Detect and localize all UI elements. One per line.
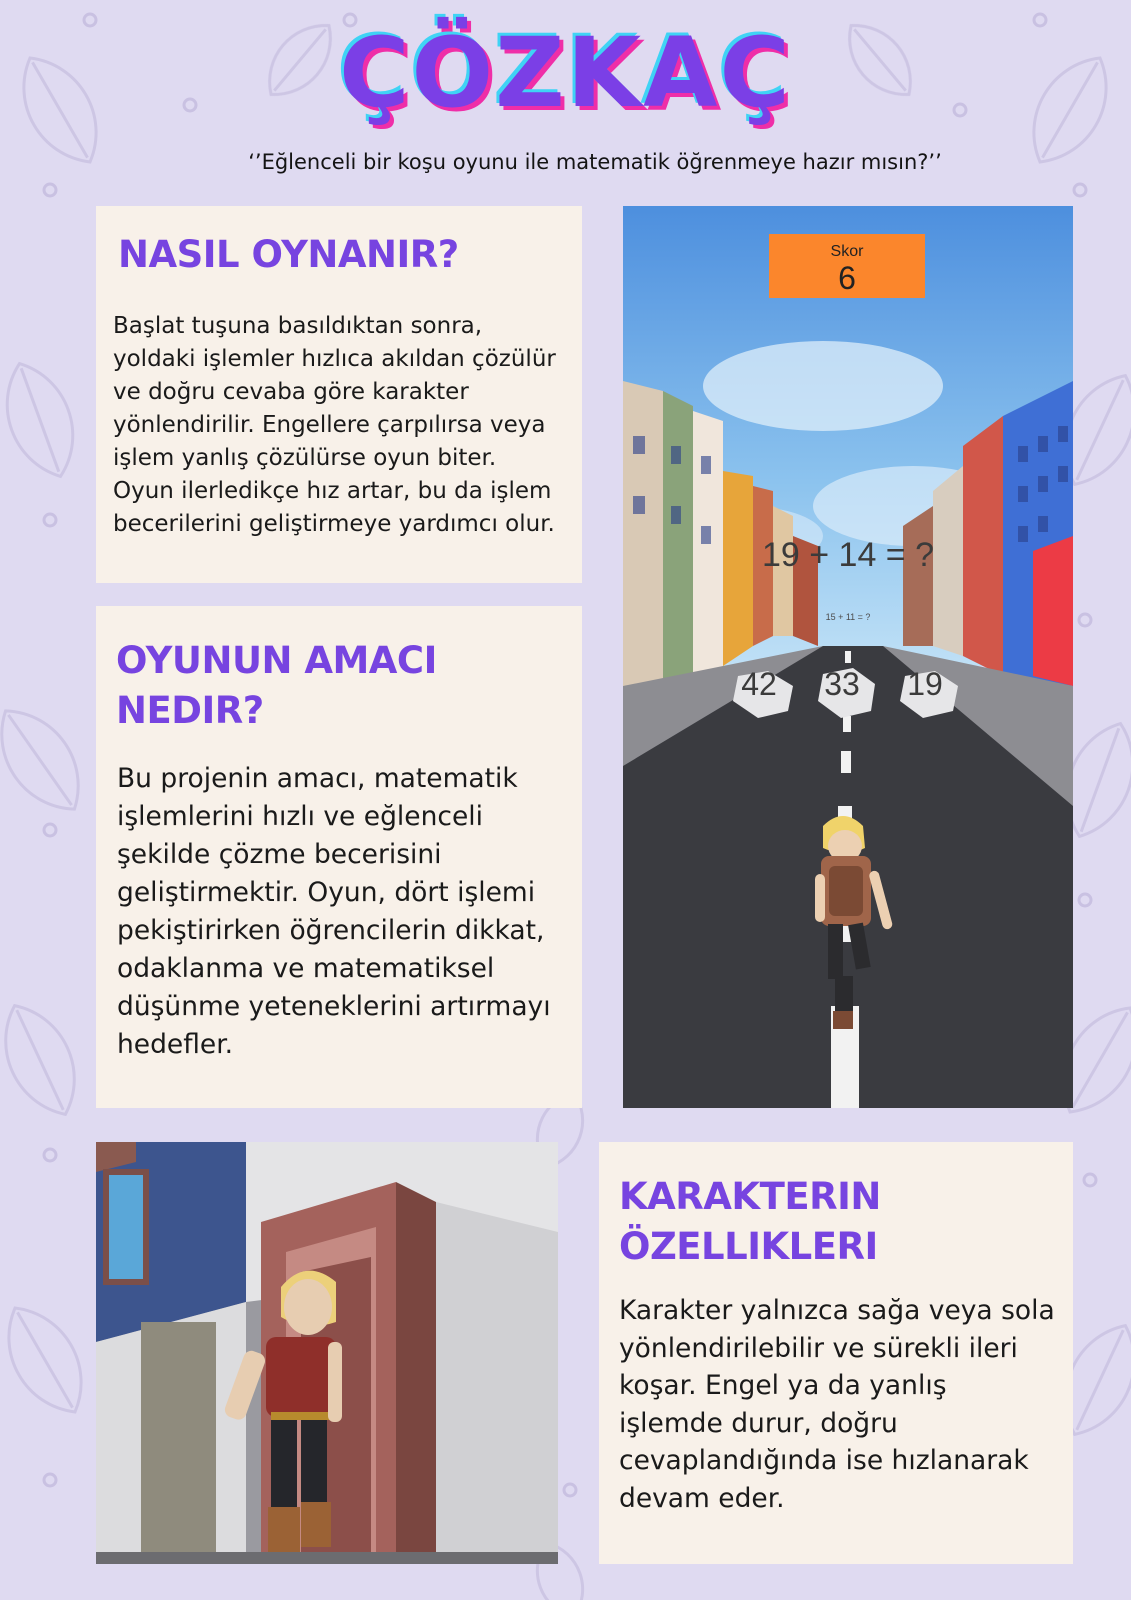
answer-option: 33 (824, 666, 860, 702)
score-panel (769, 234, 925, 298)
character-features-heading: KARAKTERIN ÖZELLIKLERI (619, 1175, 881, 1268)
character-features-text: Karakter yalnızca sağa veya sola yönlendirilebilir ve sürekli ileri koşar. Engel ya da yanlış işlemde durur, doğru cevaplandığında ise hızlanarak devam eder. (619, 1295, 1055, 1514)
answer-option: 19 (907, 666, 943, 702)
game-goal-heading: OYUNUN AMACI NEDIR? (116, 639, 437, 732)
answer-option: 42 (741, 666, 777, 702)
city-road-scene (623, 206, 1073, 1108)
game-screenshot (623, 206, 1073, 1108)
game-goal-card (96, 606, 582, 1108)
character-features-card (599, 1142, 1073, 1564)
how-to-play-text: Başlat tuşuna basıldıktan sonra, yoldaki işlemler hızlıca akıldan çözülür ve doğru cevaba göre karakter yönlendirilir. Engellere çarpılırsa veya işlem yanlış çözülürse oyun biter. Oyun ilerledikçe hız artar, bu da işlem becerilerini geliştirmeye yardımcı olur. (113, 313, 556, 537)
character-render-image (96, 1142, 558, 1564)
math-question: 19 + 14 = ? (761, 536, 935, 574)
score-label: Skor (830, 243, 864, 260)
game-goal-text: Bu projenin amacı, matematik işlemlerini hızlı ve eğlenceli şekilde çözme becerisini geliştirmektir. Oyun, dört işlemi pekiştirirken öğrencilerin dikkat, odaklanma ve matematiksel düşünme yeteneklerini artırmayı hedefler. (117, 763, 551, 1060)
score-value: 6 (838, 260, 856, 296)
how-to-play-card (96, 206, 582, 583)
how-to-play-heading: NASIL OYNANIR? (118, 233, 459, 276)
page-title: ÇÖZKAÇ (339, 17, 792, 129)
page-subtitle: ‘’Eğlenceli bir koşu oyunu ile matematik öğrenmeye hazır mısın?’’ (248, 150, 942, 174)
next-math-question: 15 + 11 = ? (825, 612, 871, 622)
